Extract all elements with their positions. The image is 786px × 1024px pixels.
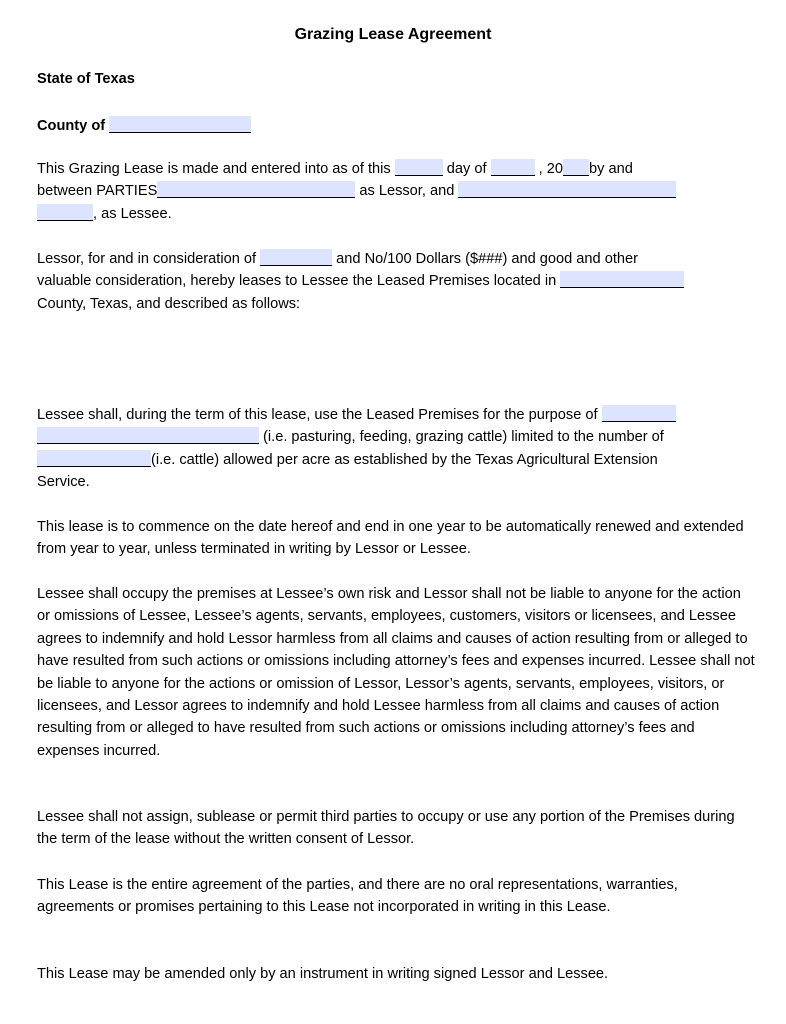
consideration-text: and No/100 Dollars ($###) and good and other (332, 251, 638, 267)
lessor-field[interactable] (157, 181, 355, 198)
premises-county-field[interactable] (560, 271, 684, 288)
county-label: County of (37, 118, 106, 134)
consideration-text: valuable consideration, hereby leases to Lessee the Leased Premises located in (37, 273, 561, 290)
intro-paragraph (37, 158, 757, 225)
use-text: (i.e. pasturing, feeding, grazing cattle) limited to the number of (259, 429, 664, 446)
intro-text: day of (442, 161, 491, 177)
purpose-field[interactable] (602, 405, 676, 422)
consideration-text: County, Texas, and described as follows: (37, 295, 301, 312)
day-field[interactable] (395, 159, 443, 176)
consideration-paragraph (37, 248, 757, 315)
month-field[interactable] (491, 159, 535, 176)
county-line (37, 116, 251, 134)
document-title: Grazing Lease Agreement (294, 26, 492, 43)
animal-count-field[interactable] (37, 450, 151, 467)
lessee-name-field[interactable] (37, 204, 93, 221)
intro-text: by and (589, 161, 633, 177)
use-text: Service. (37, 474, 90, 491)
consideration-text: Lessor, for and in consideration of (37, 251, 261, 267)
intro-text: between PARTIES (37, 183, 158, 200)
intro-text: , as Lessee. (93, 205, 172, 222)
use-paragraph (37, 404, 757, 494)
amendment-paragraph: This Lease may be amended only by an instrument in writing signed Lessor and Lessee. (37, 966, 609, 982)
year-field[interactable] (563, 159, 589, 176)
purpose-field-continued[interactable] (37, 427, 259, 444)
intro-text: , 20 (534, 161, 564, 177)
use-text: (i.e. cattle) allowed per acre as established by the Texas Agricultural Extension (151, 451, 658, 468)
county-field[interactable] (109, 116, 251, 133)
term-paragraph: This lease is to commence on the date hereof and end in one year to be automatically renewed and extended from year to year, unless terminated in writing by Lessor or Lessee. (37, 519, 744, 558)
liability-paragraph: Lessee shall occupy the premises at Lessee’s own risk and Lessor shall not be liable to anyone for the action or omissions of Lessee, Lessee’s agents, servants, employees, customers, visitors or licensees, and Lessee agrees to indemnify and hold Lessor harmless from all claims and causes of action resulting from or alleged to have resulted from such actions or omissions including attorney’s fees and expenses incurred. Lessee shall not be liable to anyone for the actions or omission of Lessor, Lessor’s agents, servants, employees, visitors, or licensees, and Lessor agrees to indemnify and hold Lessee harmless from all claims and causes of action resulting from or alleged to have resulted from such actions or omissions including attorney’s fees and expenses incurred. (37, 586, 755, 759)
entire-agreement-paragraph: This Lease is the entire agreement of the parties, and there are no oral representations, warranties, agreements or promises pertaining to this Lease not incorporated in writing in this Lease. (37, 877, 678, 916)
state-label: State of Texas (37, 71, 135, 87)
lessee-field[interactable] (458, 181, 676, 198)
intro-text: as Lessor, and (355, 183, 459, 200)
assignment-paragraph: Lessee shall not assign, sublease or permit third parties to occupy or use any portion of the Premises during the term of the lease without the written consent of Lessor. (37, 809, 735, 848)
amount-field[interactable] (260, 249, 332, 266)
intro-text: This Grazing Lease is made and entered into as of this (37, 161, 395, 177)
use-text: Lessee shall, during the term of this lease, use the Leased Premises for the purpose of (37, 407, 602, 423)
